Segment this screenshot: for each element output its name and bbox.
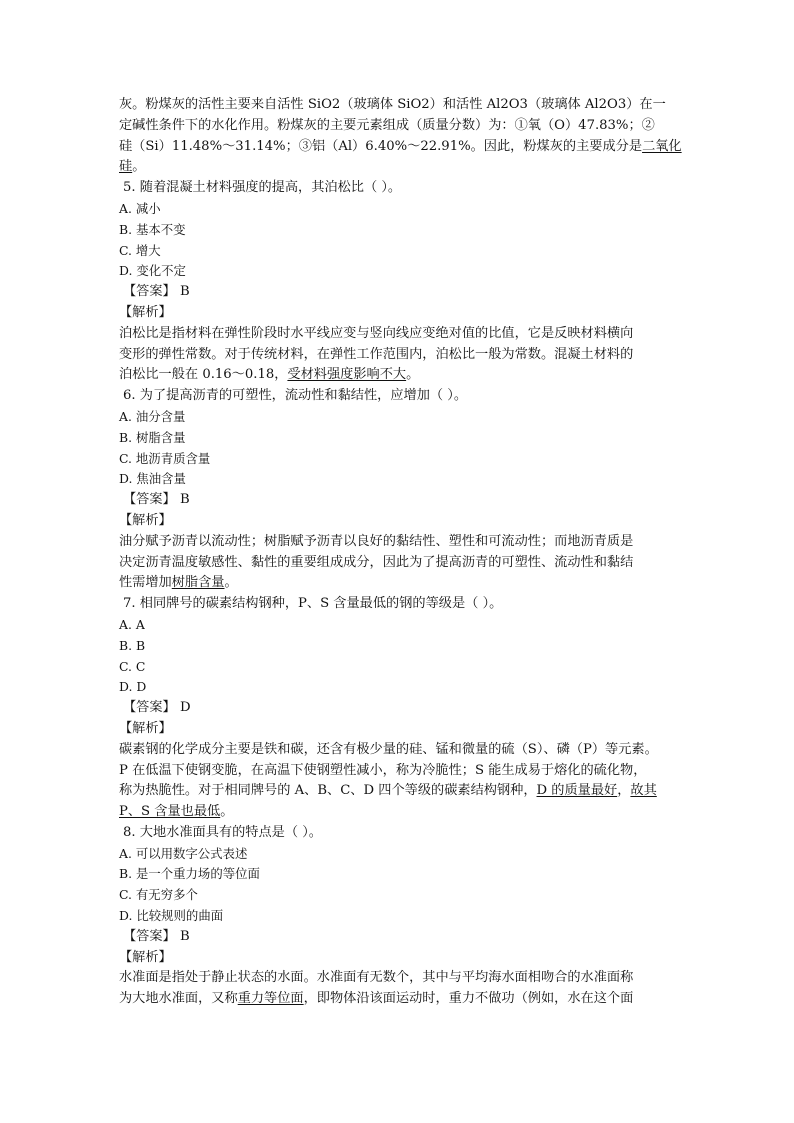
question-7-analysis-line-4: P、S 含量也最低。 [119,804,234,820]
question-7-analysis-label: 【解析】 [119,720,172,736]
underlined-answer: 二氧化 [642,138,682,154]
question-7-answer: 【答案】 D [123,700,191,716]
underlined-answer: P、S 含量也最低 [119,804,221,820]
question-6-option-c: C. 地沥青质含量 [119,450,211,466]
question-8-option-c: C. 有无穷多个 [119,887,198,903]
question-5-option-a: A. 减小 [119,200,161,216]
document-page [119,95,682,1010]
question-8-option-b: B. 是一个重力场的等位面 [119,866,260,882]
intro-line-2: 定碱性条件下的水化作用。粉煤灰的主要元素组成（质量分数）为：①氧（O）47.83%；② [119,117,655,133]
question-5-option-b: B. 基本不变 [119,221,186,237]
question-8-option-d: D. 比较规则的曲面 [119,908,224,924]
question-5-stem: 5. 随着混凝土材料强度的提高，其泊松比（ ）。 [123,180,402,196]
underlined-answer: D 的质量最好 [536,783,618,799]
question-6-option-a: A. 油分含量 [119,408,186,424]
question-6-analysis-label: 【解析】 [119,512,172,528]
underlined-answer: 故其 [630,783,657,799]
question-5-option-c: C. 增大 [119,242,161,258]
question-6-analysis-line-3: 性需增加树脂含量。 [119,575,238,591]
question-6-option-d: D. 焦油含量 [119,471,186,487]
question-6-answer: 【答案】 B [123,492,190,508]
underlined-answer: 重力等位面 [237,991,304,1007]
question-5-analysis-line-3: 泊松比一般在 0.16～0.18，受材料强度影响不大。 [119,367,420,383]
question-7-analysis-line-3: 称为热脆性。对于相同牌号的 A、B、C、D 四个等级的碳素结构钢种，D 的质量最好，故其 [119,783,657,799]
question-6-analysis-line-2: 决定沥青温度敏感性、黏性的重要组成成分，因此为了提高沥青的可塑性、流动性和黏结 [119,554,634,570]
intro-line-1: 灰。粉煤灰的活性主要来自活性 SiO2（玻璃体 SiO2）和活性 Al2O3（玻璃体 Al2O3）在一 [119,97,666,112]
question-5-analysis-line-1: 泊松比是指材料在弹性阶段时水平线应变与竖向线应变绝对值的比值，它是反映材料横向 [119,325,634,341]
underlined-answer: 受材料强度影响不大 [287,367,407,383]
question-8-analysis-line-1: 水准面是指处于静止状态的水面。水准面有无数个，其中与平均海水面相吻合的水准面称 [119,970,634,986]
question-8-analysis-label: 【解析】 [119,949,172,965]
question-6-stem: 6. 为了提高沥青的可塑性，流动性和黏结性，应增加（ ）。 [123,388,468,404]
question-8-stem: 8. 大地水准面具有的特点是（ ）。 [123,824,322,840]
question-7-analysis-line-2: P 在低温下使钢变脆，在高温下使钢塑性减小，称为冷脆性；S 能生成易于熔化的硫化物， [119,762,647,778]
question-7-option-d: D. D [119,679,147,695]
underlined-answer: 树脂含量 [171,575,225,591]
question-8-analysis-line-2: 为大地水准面，又称重力等位面，即物体沿该面运动时，重力不做功（例如，水在这个面 [119,991,634,1007]
question-8-answer: 【答案】 B [123,928,190,944]
question-7-analysis-line-1: 碳素钢的化学成分主要是铁和碳，还含有极少量的硅、锰和微量的硫（S）、磷（P）等元素。 [119,741,658,757]
question-7-option-c: C. C [119,658,146,674]
question-7-option-a: A. A [119,616,145,632]
question-8-option-a: A. 可以用数字公式表述 [119,845,248,861]
question-6-analysis-line-1: 油分赋予沥青以流动性；树脂赋予沥青以良好的黏结性、塑性和可流动性；而地沥青质是 [119,533,634,549]
question-7-option-b: B. B [119,637,146,653]
intro-line-3: 硅（Si）11.48%～31.14%；③铝（Al）6.40%～22.91%。因此，粉煤灰的主要成分是二氧化 [119,138,682,154]
question-5-option-d: D. 变化不定 [119,263,186,279]
question-7-stem: 7. 相同牌号的碳素结构钢种，P、S 含量最低的钢的等级是（ ）。 [123,596,503,612]
question-6-option-b: B. 树脂含量 [119,429,186,445]
question-5-answer: 【答案】 B [123,284,190,300]
question-5-analysis-label: 【解析】 [119,304,172,320]
underlined-answer: 硅 [119,159,133,175]
question-5-analysis-line-2: 变形的弹性常数。对于传统材料，在弹性工作范围内，泊松比一般为常数。混凝土材料的 [119,346,634,362]
intro-line-4: 硅。 [119,159,146,175]
